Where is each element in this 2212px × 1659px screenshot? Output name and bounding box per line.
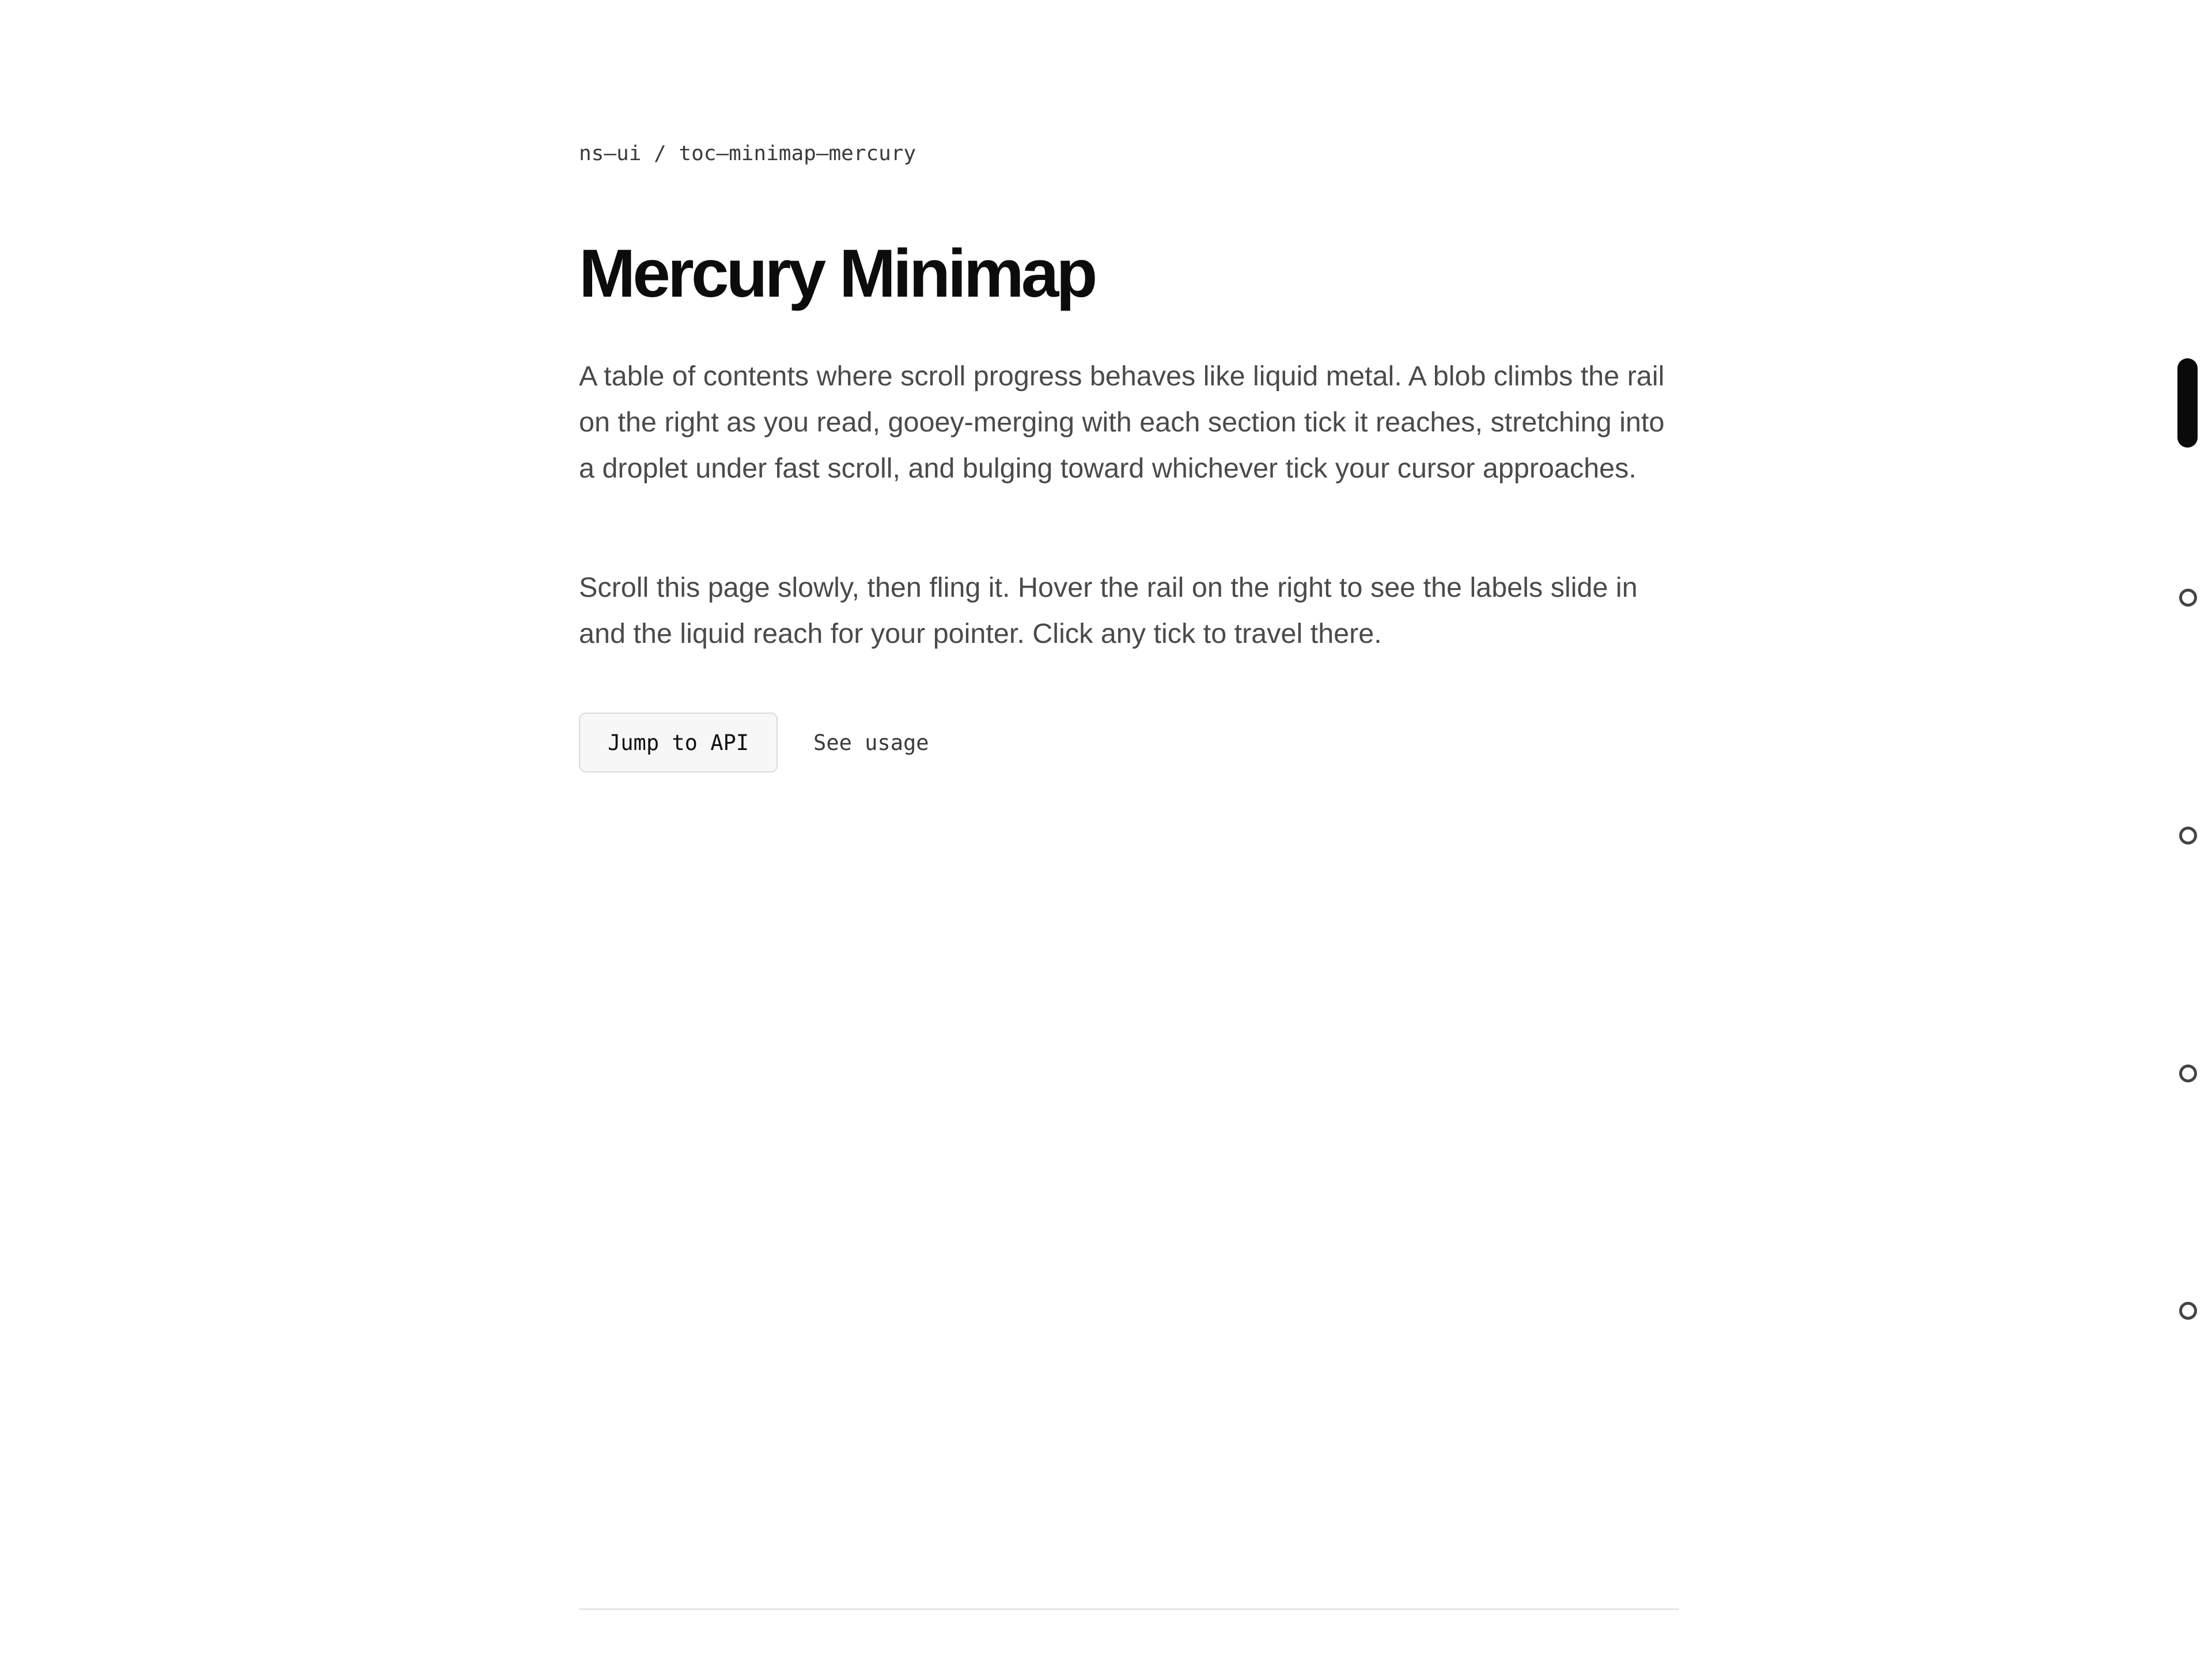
breadcrumb: ns–ui / toc–minimap–mercury — [579, 142, 916, 165]
intro-paragraph: A table of contents where scroll progress behaves like liquid metal. A blob climbs the rail on the right as you read, gooey-merging with each section tick it reaches, stretching into a droplet under fast scroll, and bulging toward whichever tick your cursor approaches. — [579, 361, 1665, 484]
jump-to-api-button[interactable]: Jump to API — [579, 713, 778, 772]
section-divider — [579, 1608, 1679, 1610]
liquid-progress-blob — [2177, 358, 2198, 448]
action-row — [579, 713, 929, 772]
section-tick-4[interactable] — [2179, 1302, 2197, 1320]
section-tick-1[interactable] — [2179, 589, 2197, 607]
instructions-paragraph: Scroll this page slowly, then fling it. Hover the rail on the right to see the labels slide in and the liquid reach for your pointer. Click any tick to travel there. — [579, 572, 1638, 649]
see-usage-link[interactable]: See usage — [813, 730, 929, 755]
toc-minimap-rail[interactable] — [2166, 346, 2212, 1382]
section-tick-3[interactable] — [2179, 1065, 2197, 1082]
page-title: Mercury Minimap — [579, 236, 1095, 312]
section-tick-2[interactable] — [2179, 827, 2197, 844]
